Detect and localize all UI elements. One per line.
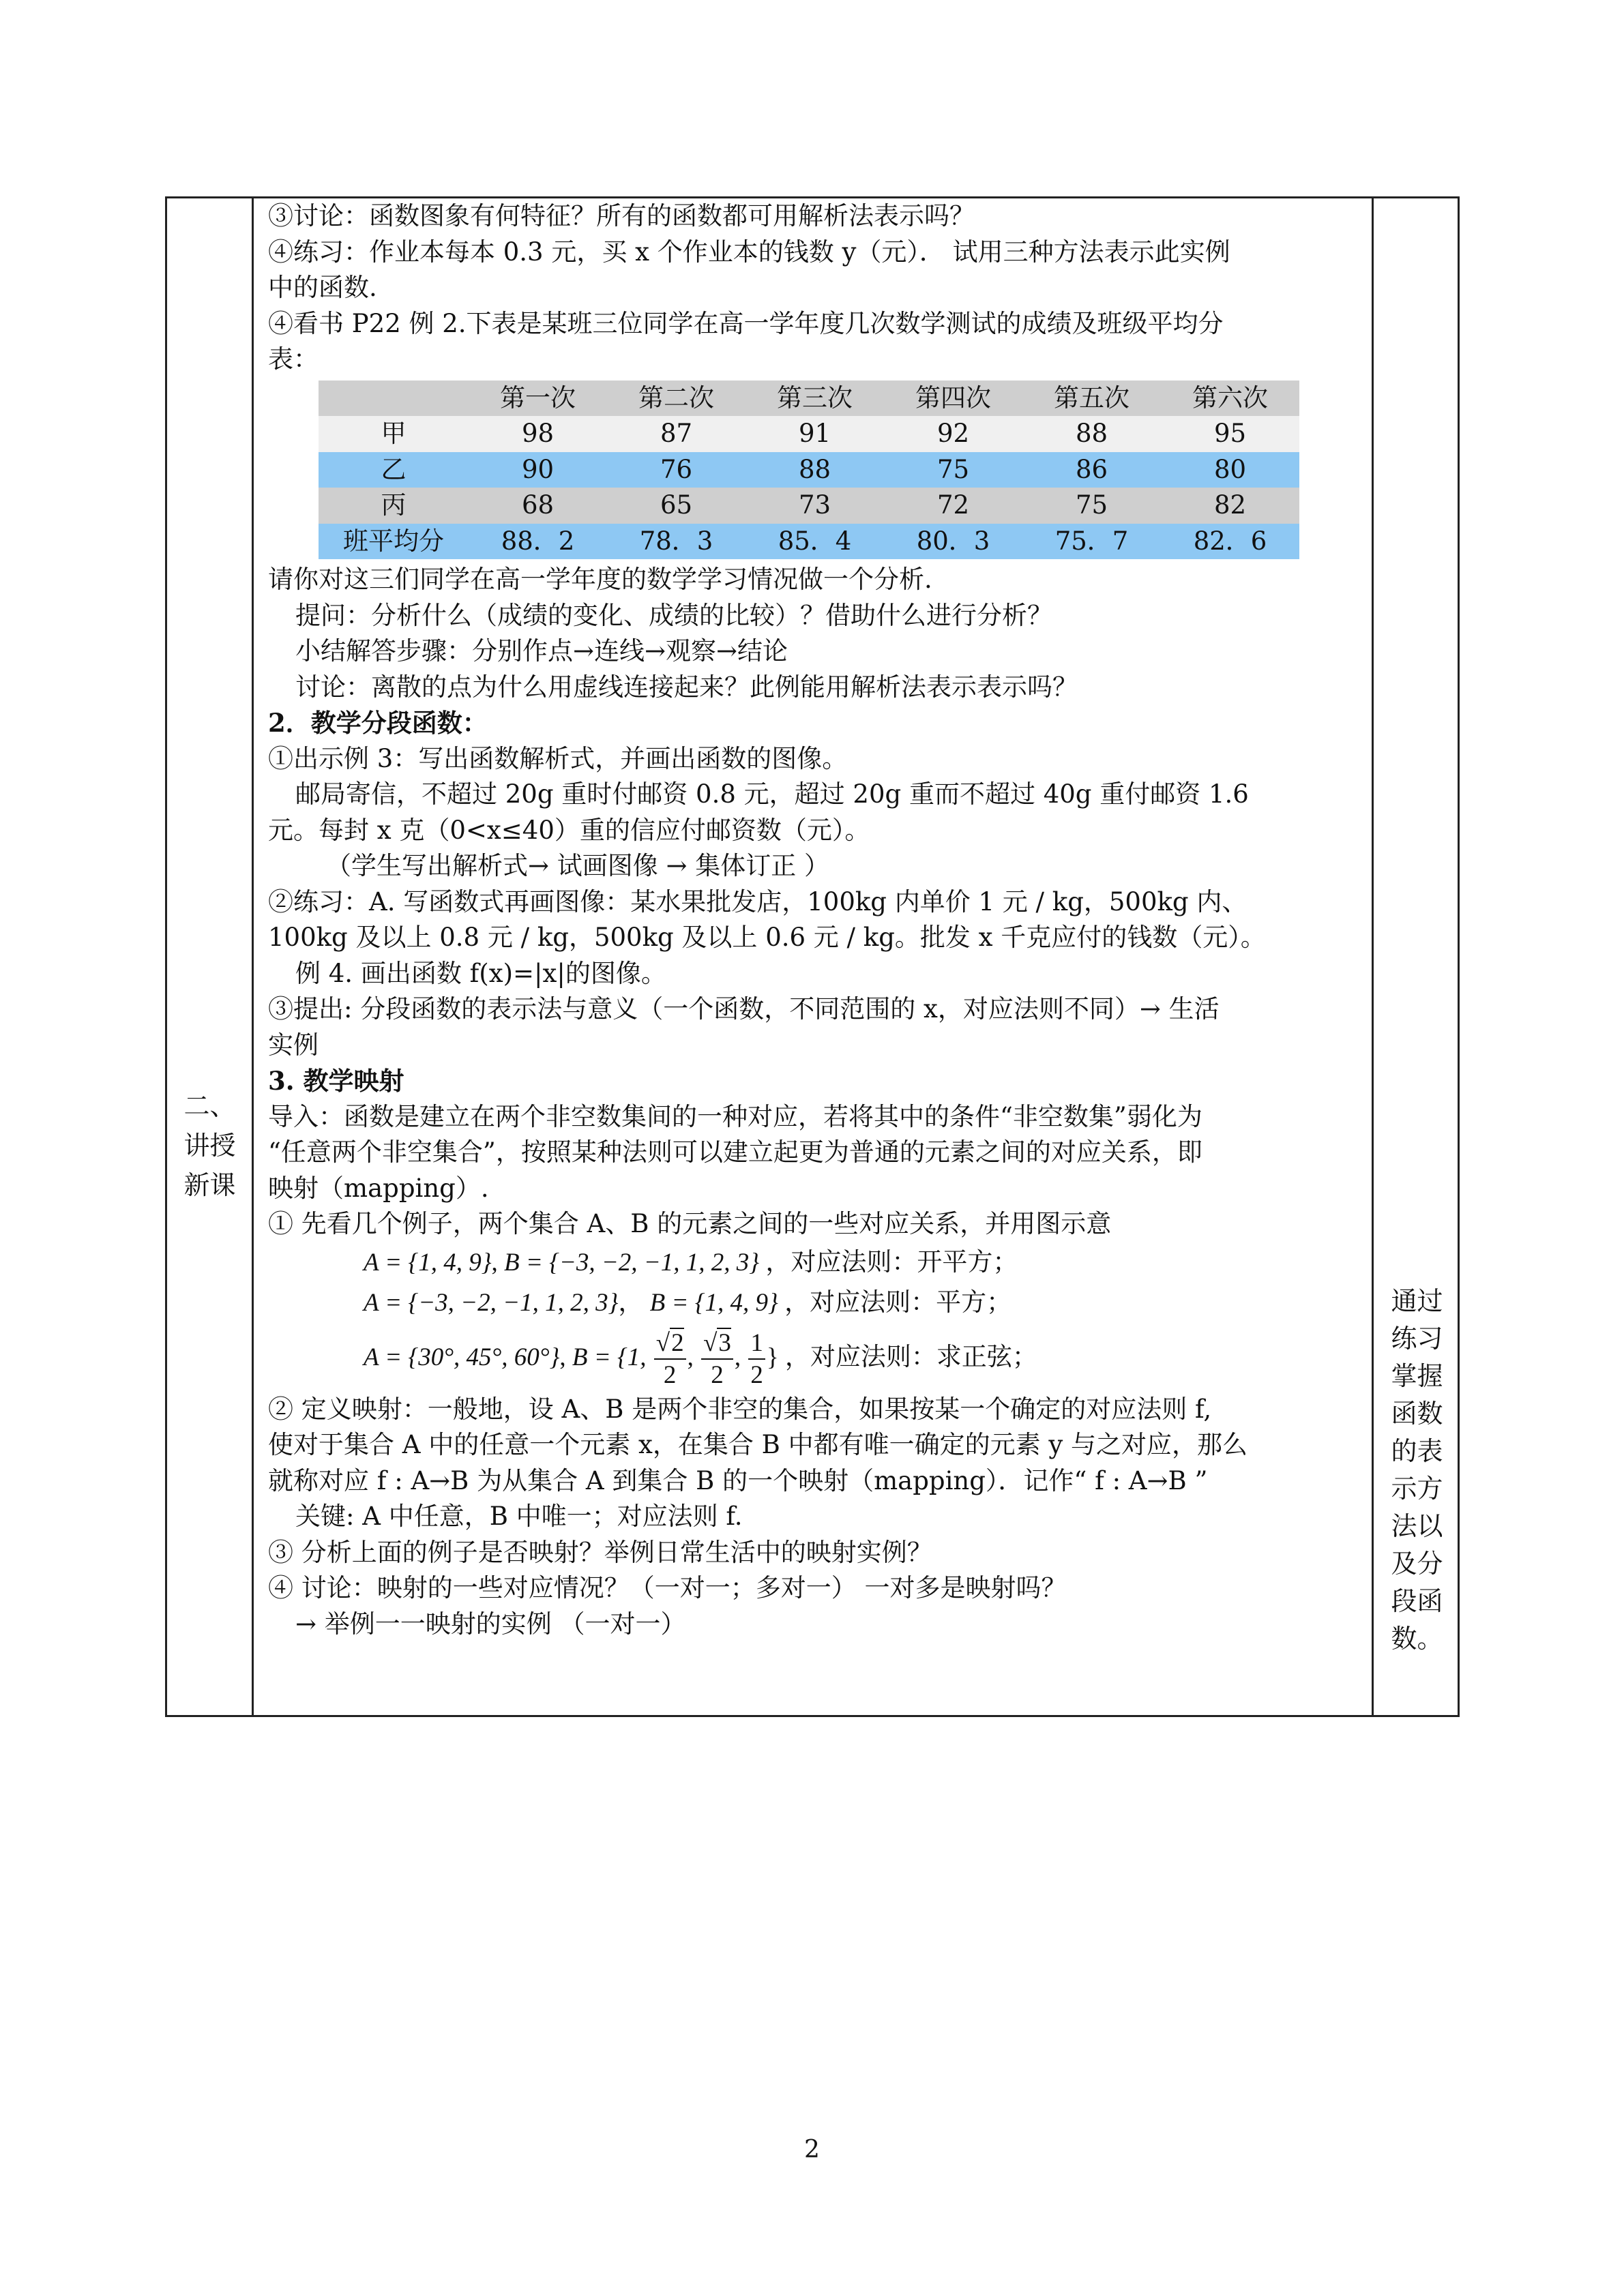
text-line: 请你对这三们同学在高一学年度的数学学习情况做一个分析.: [268, 565, 932, 594]
section-label: [167, 1086, 252, 1205]
table-header-cell: 第六次: [1192, 383, 1268, 413]
section-heading: 3. 教学映射: [268, 1066, 404, 1096]
goal-note-line: 练习: [1391, 1324, 1443, 1354]
goal-note: [1374, 1283, 1460, 1658]
text-line: “任意两个非空集合”，按照某种法则可以建立起更为普通的元素之间的对应关系，即: [268, 1137, 1202, 1167]
text-line: 例 4. 画出函数 f(x)=|x|的图像。: [295, 958, 666, 988]
text-line: ④ 讨论：映射的一些对应情况？（一对一；多对一） 一对多是映射吗？: [268, 1573, 1067, 1602]
text-line: 100kg 及以上 0.8 元 / kg，500kg 及以上 0.6 元 / kg。批发 x 千克应付的钱数（元）。: [268, 923, 1266, 952]
text-line: （学生写出解析式→ 试画图像 → 集体订正 ）: [326, 851, 830, 880]
text-line: ③讨论：函数图象有何特征？所有的函数都可用解析法表示吗？: [268, 201, 975, 230]
text-line: ③ 分析上面的例子是否映射？举例日常生活中的映射实例？: [268, 1537, 932, 1567]
mapping-rule: ，对应法则：开平方；: [765, 1247, 1018, 1277]
table-cell: 75: [936, 454, 970, 484]
table-cell: 78．3: [639, 526, 713, 556]
goal-note-line: 的表: [1391, 1436, 1443, 1466]
table-cell: 82．6: [1193, 526, 1267, 556]
fraction-denominator: 2: [711, 1361, 724, 1390]
text-line: ③提出: 分段函数的表示法与意义（一个函数，不同范围的 x，对应法则不同）→ 生活: [268, 994, 1220, 1024]
text-line: ① 先看几个例子，两个集合 A、B 的元素之间的一些对应关系，并用图示意: [268, 1209, 1112, 1238]
table-cell: 乙: [381, 454, 407, 484]
column-divider-right: [1372, 198, 1374, 1715]
text-line: 导入：函数是建立在两个非空数集间的一种对应，若将其中的条件“非空数集”弱化为: [268, 1101, 1202, 1131]
table-header-cell: 第三次: [777, 383, 853, 413]
sqrt-sign: √: [703, 1329, 718, 1358]
goal-note-line: 掌握: [1391, 1361, 1443, 1391]
lesson-content: [268, 198, 1366, 1642]
table-header-cell: 第四次: [915, 383, 991, 413]
table-cell: 92: [936, 419, 970, 448]
goal-note-line: 段函: [1391, 1586, 1443, 1616]
text-line: 映射（mapping）.: [268, 1173, 489, 1203]
table-cell: 98: [521, 419, 555, 448]
goal-note-line: 通过: [1391, 1286, 1443, 1316]
table-cell: 65: [660, 490, 693, 520]
page-number: 2: [804, 2136, 820, 2164]
goal-note-line: 数。: [1391, 1624, 1443, 1654]
text-line: ④练习：作业本每本 0.3 元，买 x 个作业本的钱数 y（元）． 试用三种方法表示此实例: [268, 237, 1230, 267]
text-line: 使对于集合 A 中的任意一个元素 x，在集合 B 中都有唯一确定的元素 y 与之对应，那么: [268, 1430, 1248, 1459]
set-b-prefix: B = {1,: [572, 1343, 647, 1371]
table-cell: 68: [521, 490, 555, 520]
section-label-line: 新课: [183, 1170, 236, 1200]
table-cell: 80: [1213, 454, 1247, 484]
table-cell: 90: [521, 454, 555, 484]
table-cell: 73: [798, 490, 831, 520]
set-a: A = {30°, 45°, 60°}: [364, 1343, 560, 1371]
section-heading: 2．教学分段函数：: [268, 708, 488, 738]
table-cell: 85．4: [778, 526, 852, 556]
table-cell: 丙: [381, 490, 407, 520]
fraction: [748, 1330, 765, 1388]
mapping-rule: ，对应法则：求正弦；: [784, 1341, 1037, 1371]
text-line: ④看书 P22 例 2.下表是某班三位同学在高一学年度几次数学测试的成绩及班级平均分: [268, 308, 1224, 338]
table-cell: 91: [798, 419, 831, 448]
table-cell: 75: [1075, 490, 1108, 520]
table-cell: 88: [1075, 419, 1108, 448]
table-cell: 95: [1213, 419, 1247, 448]
goal-note-line: 及分: [1391, 1549, 1443, 1579]
table-header-cell: 第一次: [500, 383, 576, 413]
fraction: [701, 1330, 733, 1388]
text-line: 元。每封 x 克（0<x≤40）重的信应付邮资数（元）。: [268, 815, 870, 845]
set-a: A = {1, 4, 9}: [364, 1248, 492, 1277]
table-row: [319, 524, 1299, 560]
fraction-denominator: 2: [663, 1361, 677, 1390]
set-b: B = {−3, −2, −1, 1, 2, 3}: [504, 1248, 760, 1277]
score-table: [319, 381, 1299, 560]
table-cell: 甲: [381, 419, 407, 448]
fraction-numerator: 2: [671, 1329, 684, 1358]
fraction-denominator: 2: [750, 1361, 763, 1390]
column-divider-left: [252, 198, 254, 1715]
table-cell: 76: [660, 454, 693, 484]
table-cell: 75．7: [1054, 526, 1129, 556]
text-line: 中的函数.: [268, 273, 377, 302]
table-cell: 87: [660, 419, 693, 448]
set-b-suffix: }: [766, 1343, 779, 1371]
sqrt-sign: √: [655, 1329, 670, 1358]
section-label-line: 讲授: [183, 1131, 236, 1161]
table-cell: 88: [798, 454, 831, 484]
text-line: 实例: [268, 1030, 319, 1060]
text-line: 表：: [268, 344, 319, 374]
mapping-example-1: A = {1, 4, 9}, B = {−3, −2, −1, 1, 2, 3} ，对应法则：开平方；: [364, 1247, 1018, 1277]
text-line: ② 定义映射：一般地，设 A、B 是两个非空的集合，如果按某一个确定的对应法则 f,: [268, 1394, 1212, 1424]
text-line: 邮局寄信，不超过 20g 重时付邮资 0.8 元，超过 20g 重而不超过 40g 重付邮资 1.6: [295, 779, 1249, 809]
text-line: 关键: A 中任意，B 中唯一；对应法则 f.: [295, 1502, 743, 1531]
table-header-cell: [319, 381, 469, 417]
goal-note-line: 函数: [1391, 1399, 1443, 1429]
table-row: [319, 488, 1299, 524]
table-header-cell: 第五次: [1054, 383, 1130, 413]
table-header-row: [319, 381, 1299, 417]
table-cell: 88．2: [501, 526, 575, 556]
text-line: 就称对应 f : A→B 为从集合 A 到集合 B 的一个映射（mapping）．记作“ f : A→B ”: [268, 1465, 1208, 1495]
goal-note-line: 示方: [1391, 1474, 1443, 1504]
goal-note-line: 法以: [1391, 1511, 1443, 1541]
table-cell: 80．3: [916, 526, 990, 556]
section-label-line: 二、: [183, 1091, 236, 1121]
set-b: B = {1, 4, 9}: [649, 1288, 778, 1317]
text-line: 提问：分析什么（成绩的变化、成绩的比较）？借助什么进行分析？: [295, 600, 1052, 630]
table-header-cell: 第二次: [638, 383, 714, 413]
lesson-table: [165, 196, 1460, 1717]
fraction: [654, 1330, 686, 1388]
mapping-example-3: A = {30°, 45°, 60°}, B = {1, $\frac{√2}{2}$ , $\frac{√3}{2}$ , $\frac{1}{2}$ } ，对应法则：求正弦；: [364, 1329, 1037, 1390]
set-a: A = {−3, −2, −1, 1, 2, 3}: [364, 1288, 619, 1317]
table-cell: 72: [936, 490, 970, 520]
text-line: 讨论：离散的点为什么用虚线连接起来？此例能用解析法表示表示吗？: [295, 672, 1078, 702]
fraction-numerator: 1: [748, 1330, 765, 1360]
mapping-example-2: A = {−3, −2, −1, 1, 2, 3}， B = {1, 4, 9} ，对应法则：平方；: [364, 1287, 1012, 1317]
table-row: [319, 452, 1299, 488]
table-cell: 班平均分: [343, 526, 444, 556]
text-line: → 举例一一映射的实例 （一对一）: [295, 1609, 686, 1639]
text-line: 小结解答步骤：分别作点→连线→观察→结论: [295, 636, 788, 666]
table-cell: 86: [1075, 454, 1108, 484]
table-row: [319, 416, 1299, 452]
mapping-rule: ，对应法则：平方；: [784, 1287, 1012, 1317]
table-cell: 82: [1213, 490, 1247, 520]
text-line: ①出示例 3：写出函数解析式，并画出函数的图像。: [268, 743, 848, 773]
text-line: ②练习：A. 写函数式再画图像：某水果批发店，100kg 内单价 1 元 / kg，500kg 内、: [268, 886, 1247, 916]
fraction-numerator: 3: [718, 1329, 731, 1358]
